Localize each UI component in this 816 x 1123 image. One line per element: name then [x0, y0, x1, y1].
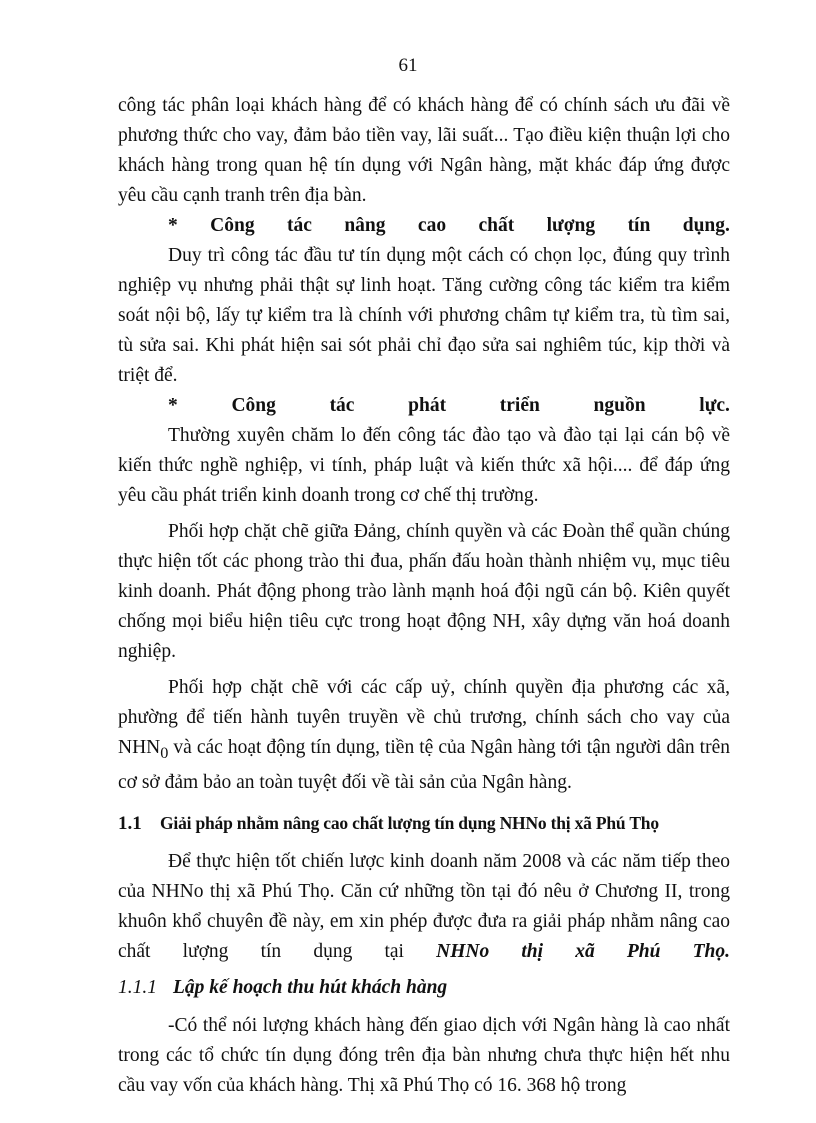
- page-number: 61: [398, 55, 418, 76]
- section-heading-credit-quality: * Công tác nâng cao chất lượng tín dụng.: [118, 211, 730, 241]
- heading-number: 1.1: [118, 812, 142, 834]
- heading-text: Lập kế hoạch thu hút khách hàng: [173, 976, 448, 998]
- bullet-star: *: [168, 395, 178, 416]
- heading-1-1: [118, 808, 730, 839]
- document-body: [118, 91, 730, 1101]
- heading-number: 1.1.1: [118, 976, 157, 998]
- paragraph: công tác phân loại khách hàng để có khách hàng để có chính sách ưu đãi về phương thức cho vay, đảm bảo tiền vay, lãi suất... Tạo điều kiện thuận lợi cho khách hàng trong quan hệ tín dụng với Ngân hàng, mặt khác đáp ứng được yêu cầu cạnh tranh trên địa bàn.: [118, 95, 730, 206]
- paragraph: Phối hợp chặt chẽ với các cấp uỷ, chính quyền địa phương các xã, phường để tiến hành tuyên truyền về chủ trương, chính sách cho vay của $NHN_0$ và các hoạt động tín dụng, tiền tệ của Ngân hàng tới tận người dân trên cơ sở đảm bảo an toàn tuyệt đối về tài sản của Ngân hàng.: [118, 677, 730, 793]
- heading-1-1-1: [118, 973, 730, 1003]
- paragraph: -Có thể nói lượng khách hàng đến giao dịch với Ngân hàng là cao nhất trong các tổ chức tín dụng đóng trên địa bàn nhưng chưa thực hiện hết nhu cầu vay vốn của khách hàng. Thị xã Phú Thọ có 16. 368 hộ trong: [118, 1014, 730, 1096]
- heading-text: Giải pháp nhằm nâng cao chất lượng tín dụng NHNo thị xã Phú Thọ: [160, 812, 659, 833]
- paragraph: Duy trì công tác đầu tư tín dụng một cách có chọn lọc, đúng quy trình nghiệp vụ nhưng phải thật sự linh hoạt. Tăng cường công tác kiểm tra kiểm soát nội bộ, lấy tự kiểm tra là chính với phương châm tự kiểm tra, tù tìm sai, tù sửa sai. Khi phát hiện sai sót phải chỉ đạo sửa sai nghiêm túc, kịp thời và triệt để.: [118, 245, 730, 386]
- bullet-star: *: [168, 215, 178, 236]
- section-heading-human-resources: * Công tác phát triển nguồn lực.: [118, 391, 730, 421]
- paragraph: Thường xuyên chăm lo đến công tác đào tạo và đào tại lại cán bộ về kiến thức nghề nghiệp, vi tính, pháp luật và kiến thức xã hội.... để đáp ứng yêu cầu phát triển kinh doanh trong cơ chế thị trường.: [118, 425, 730, 506]
- paragraph: Phối hợp chặt chẽ giữa Đảng, chính quyền và các Đoàn thể quần chúng thực hiện tốt các phong trào thi đua, phấn đấu hoàn thành nhiệm vụ, mục tiêu kinh doanh. Phát động phong trào lành mạnh hoá đội ngũ cán bộ. Kiên quyết chống mọi biểu hiện tiêu cực trong hoạt động NH, xây dựng văn hoá doanh nghiệp.: [118, 521, 730, 662]
- paragraph: Để thực hiện tốt chiến lược kinh doanh năm 2008 và các năm tiếp theo của NHNo thị xã Phú Thọ. Căn cứ những tồn tại đó nêu ở Chương II, trong khuôn khổ chuyên đề này, em xin phép được đưa ra giải pháp nhằm nâng cao chất lượng tín dụng tại NHNo thị xã Phú Thọ.: [118, 850, 730, 962]
